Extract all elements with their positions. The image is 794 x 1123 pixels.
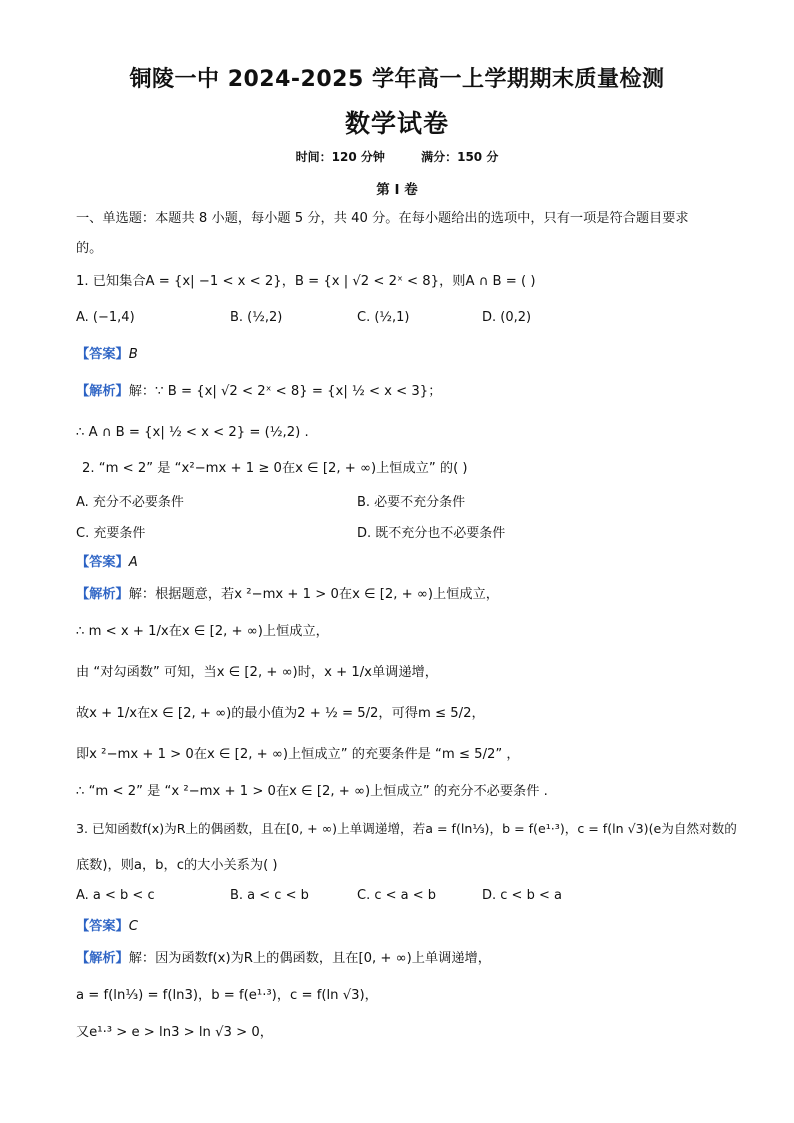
exam-title: 铜陵一中 2024-2025 学年高一上学期期末质量检测 xyxy=(129,67,665,92)
q2-option-b: B. 必要不充分条件 xyxy=(357,495,466,510)
answer-value: B xyxy=(128,347,138,362)
q3-answer xyxy=(76,918,138,936)
q1-analysis-2: ∴ A ∩ B = {x| ½ < x < 2} = (½,2) . xyxy=(76,425,309,440)
q3-stem-line2: 底数)，则a，b，c的大小关系为( ) xyxy=(76,858,278,873)
q2-option-c: C. 充要条件 xyxy=(76,526,146,541)
answer-value: C xyxy=(128,919,138,934)
q2-analysis-5: 即x ²−mx + 1 > 0在x ∈ [2, + ∞)上恒成立” 的充要条件是 “m ≤ 5/2” ， xyxy=(76,747,520,762)
analysis-text: 解：根据题意，若x ²−mx + 1 > 0在x ∈ [2, + ∞)上恒成立， xyxy=(128,587,499,602)
q3-option-c: C. c < a < b xyxy=(357,888,437,903)
q3-option-a: A. a < b < c xyxy=(76,888,155,903)
q1-option-c: C. (½,1) xyxy=(357,310,410,325)
section-instructions-line2: 的。 xyxy=(76,241,103,256)
q1-option-b: B. (½,2) xyxy=(230,310,283,325)
exam-subtitle: 数学试卷 xyxy=(344,109,449,138)
answer-tag: 【答案】 xyxy=(76,919,129,934)
q1-analysis-1 xyxy=(76,383,441,401)
q3-stem-line1: 3. 已知函数f(x)为R上的偶函数，且在[0, + ∞)上单调递增，若a = f(ln⅓)，b = f(e¹·³)，c = f(ln √3)(e为自然对数的 xyxy=(76,821,737,836)
analysis-tag: 【解析】 xyxy=(76,587,129,602)
q3-analysis-3: 又e¹·³ > e > ln3 > ln √3 > 0， xyxy=(76,1025,273,1040)
q2-option-d: D. 既不充分也不必要条件 xyxy=(357,526,506,541)
q2-analysis-1 xyxy=(76,586,499,604)
section-instructions-line1: 一、单选题：本题共 8 小题，每小题 5 分，共 40 分。在每小题给出的选项中，只有一项是符合题目要求 xyxy=(76,211,689,226)
q3-analysis-1 xyxy=(76,950,491,968)
q1-answer xyxy=(76,346,138,364)
q3-analysis-2: a = f(ln⅓) = f(ln3)，b = f(e¹·³)，c = f(ln √3)， xyxy=(76,988,378,1003)
exam-meta xyxy=(0,148,794,165)
q2-option-a: A. 充分不必要条件 xyxy=(76,495,184,510)
q2-analysis-6: ∴ “m < 2” 是 “x ²−mx + 1 > 0在x ∈ [2, + ∞)上恒成立” 的充分不必要条件 . xyxy=(76,784,548,799)
answer-value: A xyxy=(128,555,138,570)
analysis-text: 解：因为函数f(x)为R上的偶函数，且在[0, + ∞)上单调递增， xyxy=(128,951,491,966)
part-heading: 第 I 卷 xyxy=(376,182,418,198)
q2-answer xyxy=(76,554,138,572)
q2-analysis-4: 故x + 1/x在x ∈ [2, + ∞)的最小值为2 + ½ = 5/2，可得m ≤ 5/2， xyxy=(76,706,485,721)
q3-option-d: D. c < b < a xyxy=(482,888,562,903)
analysis-tag: 【解析】 xyxy=(76,384,129,399)
exam-time: 时间：120 分钟 xyxy=(295,150,385,164)
answer-tag: 【答案】 xyxy=(76,555,129,570)
q1-option-a: A. (−1,4) xyxy=(76,310,135,325)
q2-analysis-3: 由 “对勾函数” 可知，当x ∈ [2, + ∞)时，x + 1/x单调递增， xyxy=(76,665,438,680)
q2-stem: 2. “m < 2” 是 “x²−mx + 1 ≥ 0在x ∈ [2, + ∞)上恒成立” 的( ) xyxy=(82,461,468,476)
q1-stem: 1. 已知集合A = {x| −1 < x < 2}，B = {x | √2 < 2ˣ < 8}，则A ∩ B = ( ) xyxy=(76,274,536,289)
exam-score: 满分：150 分 xyxy=(421,150,499,164)
analysis-tag: 【解析】 xyxy=(76,951,129,966)
q3-option-b: B. a < c < b xyxy=(230,888,309,903)
q1-option-d: D. (0,2) xyxy=(482,310,532,325)
q2-analysis-2: ∴ m < x + 1/x在x ∈ [2, + ∞)上恒成立， xyxy=(76,624,329,639)
answer-tag: 【答案】 xyxy=(76,347,129,362)
analysis-text: 解：∵ B = {x| √2 < 2ˣ < 8} = {x| ½ < x < 3}； xyxy=(128,384,442,399)
